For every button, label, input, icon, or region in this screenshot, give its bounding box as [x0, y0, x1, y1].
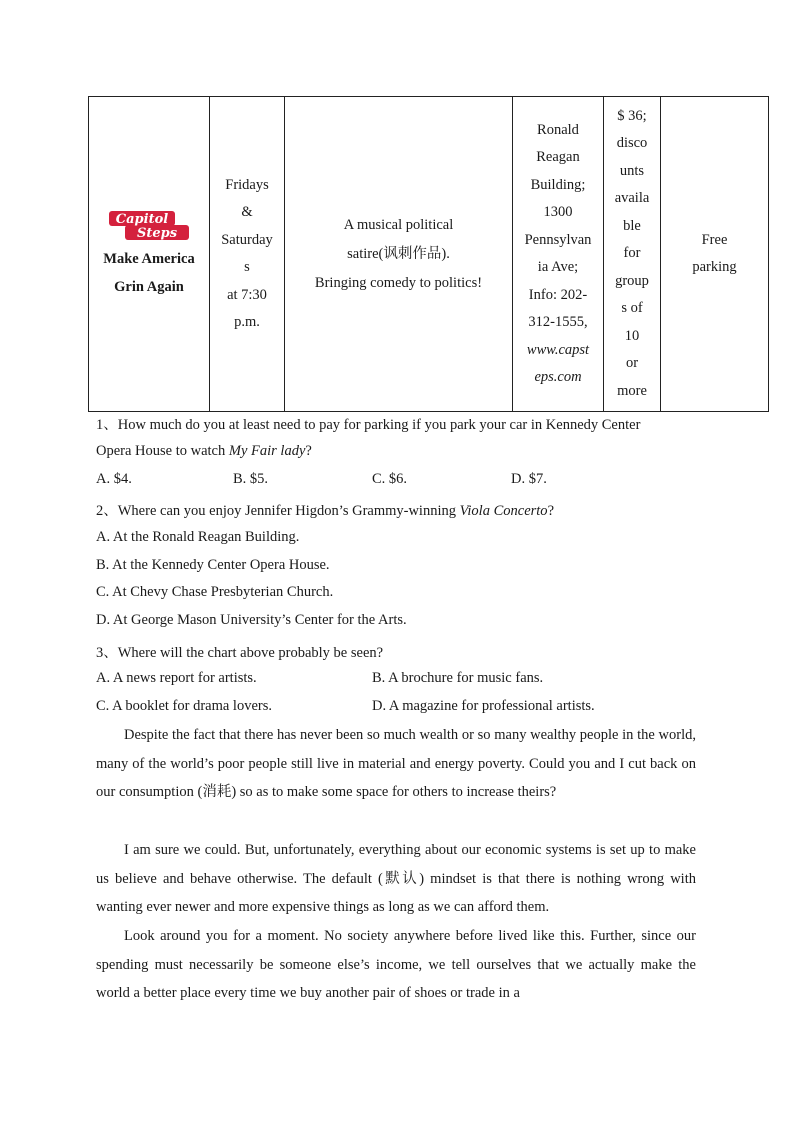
- time-cell: [210, 97, 285, 412]
- question-1-option-a: A. $4.: [96, 471, 132, 487]
- question-1-stem: 1、How much do you at least need to pay for parking if you park your car in Kennedy Center: [96, 417, 641, 433]
- show-name-line: Make America: [103, 251, 195, 267]
- capitol-steps-logo: [107, 207, 191, 243]
- cell-line: Ronald: [537, 121, 579, 138]
- show-name-line: Grin Again: [114, 279, 184, 295]
- cell-line: unts: [619, 162, 645, 179]
- price-cell: [604, 97, 661, 412]
- question-3-stem: 3、Where will the chart above probably be seen?: [96, 645, 384, 661]
- question-3-option-b: B. A brochure for music fans.: [372, 670, 544, 686]
- cell-line: Reagan: [536, 149, 580, 165]
- show-cell: [89, 97, 210, 412]
- passage-paragraph-3: Look around you for a moment. No society anywhere before lived like this. Further, since our spending must necessarily be someone else’s income, we tell ourselves that we actually make the world a better place every time we buy another pair of shoes or trade in a: [96, 928, 696, 1002]
- passage-paragraph-1: Despite the fact that there has never been so much wealth or so many wealthy people in the world, many of the world’s poor people still live in material and energy poverty. Could you and I cut back on our consumption (消耗) so as to make some space for others to increase theirs?: [96, 727, 696, 801]
- svg-text:Capitol: Capitol: [115, 212, 169, 227]
- passage-paragraph-2: I am sure we could. But, unfortunately, everything about our economic systems is set up to make us believe and behave otherwise. The default (默认) mindset is that there is nothing wrong with wanting ever newer and more expensive things as long as we can afford them.: [96, 842, 696, 916]
- cell-line: satire(讽刺作品).: [347, 245, 450, 262]
- question-1-stem-cont: Opera House to watch My Fair lady?: [96, 443, 312, 459]
- cell-line: &: [241, 204, 253, 220]
- question-2-stem: 2、Where can you enjoy Jennifer Higdon’s Grammy-winning Viola Concerto?: [96, 503, 554, 519]
- question-2-option-d: D. At George Mason University’s Center for the Arts.: [96, 612, 407, 628]
- question-1-option-d: D. $7.: [511, 471, 547, 487]
- cell-line: 1300: [543, 204, 573, 220]
- cell-line: 312-1555,: [528, 314, 588, 330]
- cell-line: p.m.: [234, 314, 260, 330]
- cell-line: parking: [692, 259, 737, 275]
- cell-line: ble: [623, 217, 641, 234]
- cell-line: ia Ave;: [537, 259, 579, 275]
- cell-line: for: [623, 245, 641, 262]
- cell-line: s of: [621, 300, 643, 317]
- cell-line: Pennsylvan: [524, 231, 592, 248]
- cell-line: 10: [624, 327, 640, 344]
- website-link: www.capst: [526, 341, 590, 358]
- cell-line: A musical political: [343, 216, 454, 233]
- question-3-option-c: C. A booklet for drama lovers.: [96, 698, 272, 714]
- cell-line: $ 36;: [617, 107, 647, 124]
- cell-line: Saturday: [221, 231, 273, 248]
- events-table: [88, 96, 769, 412]
- cell-line: at 7:30: [227, 286, 267, 303]
- question-2-option-c: C. At Chevy Chase Presbyterian Church.: [96, 584, 334, 600]
- question-2-option-b: B. At the Kennedy Center Opera House.: [96, 557, 330, 573]
- cell-line: more: [617, 382, 647, 399]
- cell-line: Info: 202-: [528, 286, 588, 303]
- parking-cell: [661, 97, 769, 412]
- svg-text:Steps: Steps: [136, 226, 178, 241]
- cell-line: Free: [701, 231, 728, 248]
- cell-line: availa: [614, 190, 650, 207]
- table-row: [89, 97, 769, 412]
- website-link: eps.com: [534, 369, 582, 385]
- title-italic: Viola Concerto: [459, 503, 548, 519]
- description-cell: [285, 97, 513, 412]
- cell-line: disco: [616, 135, 648, 152]
- venue-cell: [513, 97, 604, 412]
- question-2-option-a: A. At the Ronald Reagan Building.: [96, 529, 300, 545]
- cell-line: s: [244, 259, 250, 275]
- cell-line: Bringing comedy to politics!: [314, 274, 483, 291]
- cell-line: or: [625, 355, 639, 372]
- question-3-option-a: A. A news report for artists.: [96, 670, 257, 686]
- question-3-option-d: D. A magazine for professional artists.: [372, 698, 595, 714]
- cell-line: group: [615, 272, 649, 289]
- cell-line: Building;: [530, 176, 586, 193]
- question-1-option-c: C. $6.: [372, 471, 408, 487]
- question-1-option-b: B. $5.: [233, 471, 269, 487]
- title-italic: My Fair lady: [228, 443, 306, 459]
- cell-line: Fridays: [225, 176, 269, 193]
